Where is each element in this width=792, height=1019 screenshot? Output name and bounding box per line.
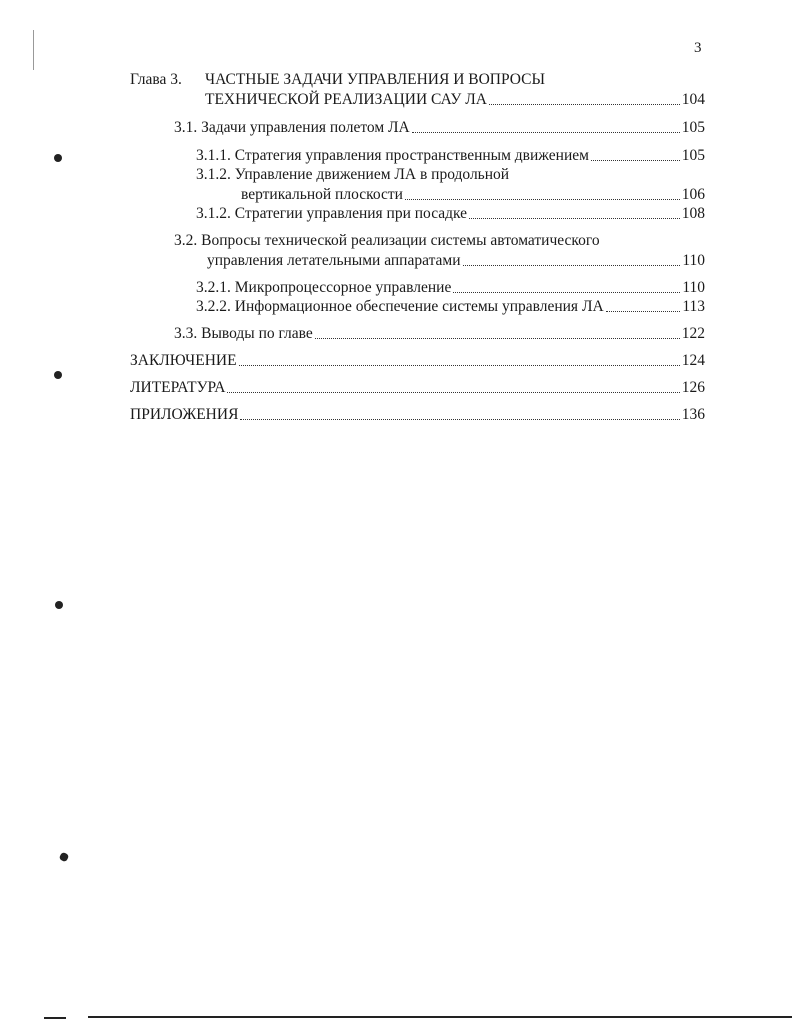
toc-entry-3-2[interactable] <box>207 252 705 270</box>
toc-entry-3-2-line1[interactable]: 3.2. Вопросы технической реализации системы автоматического <box>174 232 600 249</box>
punch-hole-mark <box>54 371 62 379</box>
toc-entry-label: 3.1.2. Стратегии управления при посадке <box>196 205 468 222</box>
toc-entry-3-1-2-line1[interactable]: 3.1.2. Управление движением ЛА в продольной <box>196 166 510 183</box>
toc-entry-page: 105 <box>681 147 705 164</box>
toc-entry-3-1-1[interactable] <box>196 147 705 165</box>
toc-entry-page: 113 <box>682 298 705 315</box>
toc-entry-label: ЗАКЛЮЧЕНИЕ <box>130 352 237 369</box>
toc-entry-label: 3.2.2. Информационное обеспечение системы управления ЛА <box>196 298 604 315</box>
toc-entry-page: 136 <box>681 406 705 423</box>
toc-entry-label: ТЕХНИЧЕСКОЙ РЕАЛИЗАЦИИ САУ ЛА <box>205 91 487 108</box>
toc-leader-dots <box>463 265 681 266</box>
toc-entry-3-2-1[interactable] <box>196 279 705 297</box>
toc-entry-page: 124 <box>681 352 705 369</box>
toc-leader-dots <box>412 132 680 133</box>
toc-leader-dots <box>453 292 680 293</box>
bottom-rule <box>88 1016 792 1018</box>
toc-leader-dots <box>591 160 680 161</box>
toc-leader-dots <box>469 218 680 219</box>
toc-leader-dots <box>405 199 680 200</box>
page-number: 3 <box>694 40 702 56</box>
toc-entry-3-3[interactable] <box>174 325 705 343</box>
toc-entry-page: 122 <box>681 325 705 342</box>
punch-hole-mark <box>54 154 62 162</box>
toc-entry-page: 104 <box>681 91 705 108</box>
toc-entry-page: 106 <box>681 186 705 203</box>
toc-leader-dots <box>606 311 681 312</box>
toc-entry-page: 126 <box>681 379 705 396</box>
chapter-title-line1: ЧАСТНЫЕ ЗАДАЧИ УПРАВЛЕНИЯ И ВОПРОСЫ <box>205 71 546 88</box>
toc-entry-label: ЛИТЕРАТУРА <box>130 379 226 396</box>
toc-entry-chapter3[interactable] <box>205 91 705 109</box>
toc-entry-3-1-2-landing[interactable] <box>196 205 705 223</box>
toc-entry-label: ПРИЛОЖЕНИЯ <box>130 406 239 423</box>
toc-entry-conclusion[interactable] <box>130 352 705 370</box>
toc-entry-3-1-2[interactable] <box>241 186 705 204</box>
toc-leader-dots <box>239 365 680 366</box>
toc-entry-label: управления летательными аппаратами <box>207 252 461 269</box>
toc-entry-appendices[interactable] <box>130 406 705 424</box>
toc-leader-dots <box>315 338 680 339</box>
toc-entry-label: 3.2.1. Микропроцессорное управление <box>196 279 452 296</box>
toc-entry-label: 3.1. Задачи управления полетом ЛА <box>174 119 410 136</box>
punch-hole-mark <box>59 852 70 863</box>
toc-leader-dots <box>227 392 679 393</box>
toc-entry-literature[interactable] <box>130 379 705 397</box>
toc-entry-page: 108 <box>681 205 705 222</box>
punch-hole-mark <box>55 601 63 609</box>
chapter-prefix: Глава 3. <box>130 71 182 88</box>
toc-entry-label: 3.1.1. Стратегия управления пространственным движением <box>196 147 589 164</box>
toc-entry-label: 3.3. Выводы по главе <box>174 325 313 342</box>
toc-entry-label: вертикальной плоскости <box>241 186 403 203</box>
toc-leader-dots <box>240 419 679 420</box>
toc-entry-3-1[interactable] <box>174 119 705 137</box>
toc-leader-dots <box>489 104 680 105</box>
toc-entry-page: 105 <box>681 119 705 136</box>
toc-entry-3-2-2[interactable] <box>196 298 705 316</box>
toc-entry-page: 110 <box>682 279 705 296</box>
toc-entry-page: 110 <box>682 252 705 269</box>
scan-edge-line <box>33 30 34 70</box>
